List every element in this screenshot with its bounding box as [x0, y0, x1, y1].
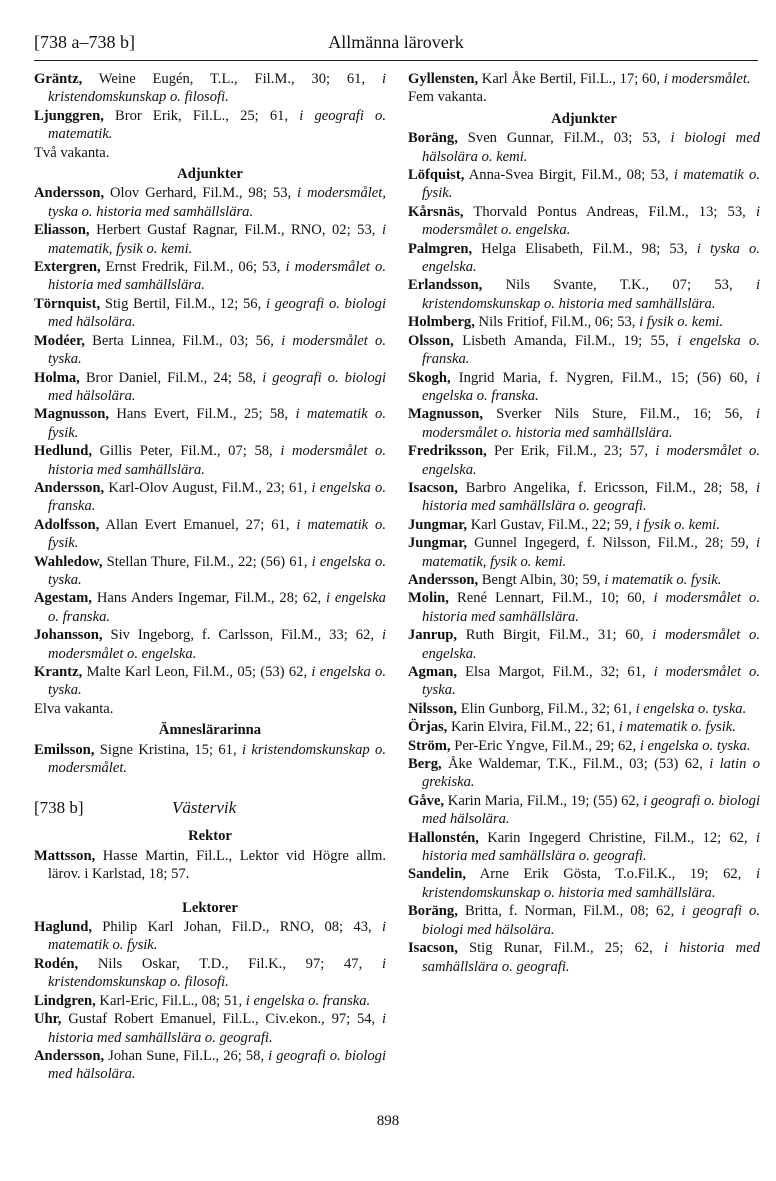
directory-entry	[34, 553, 386, 590]
entry-name: Andersson,	[408, 571, 479, 588]
entry-details: Stig Runar, Fil.M., 25; 62,	[457, 940, 664, 957]
directory-entry	[34, 626, 386, 663]
section-heading-amneslararinna: Ämneslärarinna	[158, 722, 262, 739]
entry-details: Stellan Thure, Fil.M., 22; (56) 61,	[102, 553, 312, 570]
left-adjunkter-list	[34, 184, 386, 699]
entry-name: Ström,	[408, 737, 451, 754]
entry-subjects: i engelska o. franska.	[422, 332, 760, 368]
entry-name: Agman,	[408, 664, 458, 680]
directory-entry	[408, 276, 760, 313]
entry-details: Britta, f. Norman, Fil.M., 08; 62,	[457, 903, 682, 920]
entry-subjects: i latin o grekiska.	[422, 756, 760, 791]
entry-subjects: i modersmålet o. engelska.	[422, 203, 760, 239]
entry-subjects: i tyska o. engelska.	[422, 240, 760, 276]
directory-entry	[408, 571, 760, 589]
directory-entry	[408, 240, 760, 277]
entry-details: Karin Maria, Fil.M., 19; (55) 62,	[444, 792, 644, 809]
directory-entry	[408, 939, 760, 976]
entry-name: Nilsson,	[408, 700, 458, 717]
directory-entry	[34, 107, 386, 144]
directory-entry	[34, 992, 386, 1010]
entry-name: Modéer,	[34, 332, 85, 349]
entry-subjects: i engelska o. tyska.	[635, 700, 747, 717]
section-code: [738 b]	[34, 798, 84, 818]
directory-entry	[34, 258, 386, 295]
entry-subjects: i modersmålet o. tyska.	[422, 664, 760, 699]
directory-entry	[34, 741, 386, 778]
entry-details: Karl-Olov August, Fil.M., 23; 61,	[104, 479, 312, 496]
directory-entry	[408, 589, 760, 626]
directory-entry	[408, 737, 760, 755]
directory-entry	[408, 442, 760, 479]
entry-details: Philip Karl Johan, Fil.D., RNO, 08; 43,	[92, 919, 382, 936]
directory-entry	[408, 902, 760, 939]
entry-subjects: i kristendomskunskap o. modersmålet.	[48, 741, 386, 777]
entry-subjects: i modersmålet o. historia med samhällslära.	[48, 443, 386, 478]
entry-details: Åke Waldemar, T.K., Fil.M., 03; (53) 62,	[441, 756, 710, 773]
entry-name: Gyllensten,	[408, 71, 479, 87]
entry-name: Olsson,	[408, 332, 454, 349]
entry-subjects: i historia med samhällslära o. geografi.	[422, 940, 760, 975]
directory-entry	[34, 1010, 386, 1047]
entry-name: Boräng,	[408, 903, 458, 920]
entry-details: Thorvald Pontus Andreas, Fil.M., 13; 53,	[463, 203, 756, 220]
entry-name: Lindgren,	[34, 992, 96, 1009]
directory-entry	[408, 203, 760, 240]
entry-subjects: i modersmålet o. engelska.	[48, 627, 386, 662]
entry-name: Palmgren,	[408, 240, 473, 257]
directory-entry	[34, 1047, 386, 1084]
entry-details: Olov Gerhard, Fil.M., 98; 53,	[104, 185, 298, 202]
entry-details: Nils Oskar, T.D., Fil.K., 97; 47,	[78, 955, 382, 972]
section-place: Västervik	[172, 798, 237, 818]
directory-entry	[408, 405, 760, 442]
entry-details: Helga Elisabeth, Fil.M., 98; 53,	[472, 240, 697, 257]
entry-subjects: i modersmålet o. historia med samhällslära.	[422, 406, 760, 441]
entry-subjects: i kristendomskunskap o. historia med samhällslära.	[422, 277, 760, 312]
page-title: Allmänna läroverk	[328, 32, 464, 52]
directory-entry	[408, 792, 760, 829]
entry-subjects: i biologi med hälsolära o. kemi.	[422, 130, 760, 165]
entry-name: Gräntz,	[34, 71, 83, 87]
page-number: 898	[376, 1113, 400, 1129]
entry-name: Örjas,	[408, 719, 448, 736]
directory-entry	[408, 718, 760, 736]
directory-entry	[34, 369, 386, 406]
entry-name: Rodén,	[34, 955, 79, 972]
directory-entry	[408, 479, 760, 516]
entry-details: Arne Erik Gösta, T.o.Fil.K., 19; 62,	[466, 866, 756, 883]
entry-details: Per-Eric Yngve, Fil.M., 29; 62,	[450, 737, 640, 754]
entry-subjects: i engelska o. tyska.	[48, 553, 386, 588]
entry-details: Karl Åke Bertil, Fil.L., 17; 60,	[478, 71, 664, 87]
entry-details: Ernst Fredrik, Fil.M., 06; 53,	[100, 259, 286, 276]
entry-name: Jungmar,	[408, 516, 468, 533]
vacancy-note: Elva vakanta.	[34, 700, 114, 717]
entry-details: Allan Evert Emanuel, 27; 61,	[99, 516, 297, 533]
entry-details: Bror Daniel, Fil.M., 24; 58,	[79, 369, 263, 386]
entry-name: Molin,	[408, 590, 449, 607]
entry-subjects: i modersmålet.	[663, 71, 751, 87]
directory-entry	[34, 589, 386, 626]
entry-name: Gåve,	[408, 792, 445, 809]
directory-entry	[34, 442, 386, 479]
directory-entry	[408, 332, 760, 369]
right-top-entries	[408, 70, 760, 88]
entry-details: Sven Gunnar, Fil.M., 03; 53,	[457, 130, 671, 147]
entry-name: Mattsson,	[34, 847, 96, 864]
entry-subjects: i matematik o. fysik.	[48, 516, 386, 552]
directory-entry	[408, 516, 760, 534]
entry-details: Sverker Nils Sture, Fil.M., 16; 56,	[483, 406, 756, 423]
directory-entry	[408, 369, 760, 406]
entry-name: Magnusson,	[408, 406, 484, 423]
entry-subjects: i engelska o. tyska.	[48, 664, 386, 699]
entry-name: Andersson,	[34, 185, 105, 202]
entry-name: Isacson,	[408, 940, 458, 957]
entry-subjects: i matematik o. fysik.	[48, 919, 386, 954]
entry-subjects: i modersmålet o. historia med samhällslära.	[48, 259, 386, 294]
entry-details: Hans Anders Ingemar, Fil.M., 28; 62,	[91, 590, 327, 607]
directory-entry	[408, 663, 760, 700]
entry-name: Johansson,	[34, 627, 103, 644]
entry-name: Uhr,	[34, 1011, 62, 1028]
entry-details: Karl Gustav, Fil.M., 22; 59,	[467, 516, 636, 533]
entry-name: Fredriksson,	[408, 443, 487, 460]
entry-details: Signe Kristina, 15; 61,	[94, 741, 242, 758]
entry-name: Boräng,	[408, 130, 458, 147]
entry-details: Siv Ingeborg, f. Carlsson, Fil.M., 33; 62,	[102, 627, 382, 644]
entry-details: Ruth Birgit, Fil.M., 31; 60,	[457, 627, 653, 644]
entry-name: Erlandsson,	[408, 277, 483, 294]
entry-subjects: i kristendomskunskap o. filosofi.	[48, 71, 386, 106]
lektorer-list	[34, 918, 386, 1084]
entry-name: Sandelin,	[408, 866, 466, 883]
left-top-entries	[34, 70, 386, 144]
entry-details: Gunnel Ingegerd, f. Nilsson, Fil.M., 28; 59,	[467, 535, 756, 552]
left-amnes-list	[34, 741, 386, 778]
entry-details: Karin Ingegerd Christine, Fil.M., 12; 62,	[478, 829, 756, 846]
entry-subjects: i historia med samhällslära o. geografi.	[422, 829, 760, 865]
directory-entry	[34, 479, 386, 516]
right-column	[408, 70, 760, 976]
entry-subjects: i fysik o. kemi.	[635, 516, 720, 533]
entry-details: Bengt Albin, 30; 59,	[478, 571, 605, 588]
entry-name: Eliasson,	[34, 222, 90, 239]
entry-details: Ingrid Maria, f. Nygren, Fil.M., 15; (56) 60,	[450, 369, 756, 386]
entry-details: Karin Elvira, Fil.M., 22; 61,	[447, 719, 619, 736]
entry-details: Barbro Angelika, f. Ericsson, Fil.M., 28; 58,	[457, 479, 756, 496]
entry-subjects: i geografi o. matematik.	[48, 107, 386, 143]
entry-details: Gustaf Robert Emanuel, Fil.L., Civ.ekon., 97; 54,	[61, 1011, 382, 1028]
entry-subjects: i geografi o. biologi med hälsolära.	[422, 903, 760, 938]
vacancy-note: Fem vakanta.	[408, 89, 487, 106]
directory-entry	[408, 534, 760, 571]
entry-name: Andersson,	[34, 1047, 105, 1064]
school-section-head	[34, 799, 386, 823]
spacer	[34, 884, 386, 896]
entry-name: Wahledow,	[34, 553, 103, 570]
entry-subjects: i engelska o. franska.	[48, 479, 386, 515]
entry-subjects: i modersmålet o. tyska.	[48, 332, 386, 368]
entry-subjects: i engelska o. tyska.	[639, 737, 751, 754]
entry-details: Berta Linnea, Fil.M., 03; 56,	[84, 332, 282, 349]
entry-name: Holma,	[34, 369, 80, 386]
section-heading-lektorer: Lektorer	[182, 899, 238, 916]
entry-subjects: i engelska o. franska.	[422, 369, 760, 404]
entry-subjects: i kristendomskunskap o. historia med samhällslära.	[422, 866, 760, 901]
directory-entry	[408, 755, 760, 792]
entry-name: Hallonstén,	[408, 829, 479, 846]
entry-details: Per Erik, Fil.M., 23; 57,	[486, 443, 656, 460]
entry-subjects: i matematik o. fysik.	[604, 571, 722, 588]
entry-details: Nils Svante, T.K., 07; 53,	[482, 277, 756, 294]
directory-entry	[408, 700, 760, 718]
entry-subjects: i modersmålet o. historia med samhällslära.	[422, 590, 760, 625]
directory-entry	[408, 313, 760, 331]
entry-details: Lisbeth Amanda, Fil.M., 19; 55,	[453, 332, 678, 349]
entry-subjects: i geografi o. biologi med hälsolära.	[48, 1047, 387, 1083]
entry-subjects: i modersmålet o. engelska.	[422, 443, 760, 478]
entry-details: Hasse Martin, Fil.L., Lektor vid Högre allm. lärov. i Karlstad, 18; 57.	[48, 847, 386, 883]
directory-entry	[408, 626, 760, 663]
section-heading-rektor: Rektor	[188, 828, 232, 845]
entry-name: Agestam,	[34, 590, 92, 607]
directory-entry	[408, 829, 760, 866]
entry-details: Bror Erik, Fil.L., 25; 61,	[103, 107, 300, 124]
directory-entry	[408, 166, 760, 203]
entry-name: Haglund,	[34, 919, 92, 936]
entry-subjects: i matematik, fysik o. kemi.	[422, 535, 760, 570]
entry-name: Krantz,	[34, 664, 83, 680]
entry-subjects: i matematik o. fysik.	[48, 406, 386, 441]
entry-name: Jungmar,	[408, 535, 468, 552]
entry-name: Berg,	[408, 756, 442, 773]
entry-name: Emilsson,	[34, 741, 95, 758]
entry-name: Löfquist,	[408, 167, 465, 184]
entry-subjects: i modersmålet o. engelska.	[422, 627, 760, 662]
entry-name: Adolfsson,	[34, 516, 100, 533]
entry-name: Janrup,	[408, 627, 458, 644]
entry-details: René Lennart, Fil.M., 10; 60,	[448, 590, 654, 607]
entry-details: Karl-Eric, Fil.L., 08; 51,	[95, 992, 246, 1009]
entry-subjects: i matematik o. fysik.	[422, 167, 760, 202]
directory-entry	[408, 129, 760, 166]
rektor-list	[34, 847, 386, 884]
entry-details: Anna-Svea Birgit, Fil.M., 08; 53,	[464, 167, 674, 184]
entry-details: Herbert Gustaf Ragnar, Fil.M., RNO, 02; 53,	[89, 222, 382, 239]
directory-entry	[34, 955, 386, 992]
entry-subjects: i fysik o. kemi.	[639, 314, 723, 331]
entry-subjects: i historia med samhällslära o. geografi.	[48, 1011, 386, 1046]
entry-details: Hans Evert, Fil.M., 25; 58,	[109, 406, 296, 423]
entry-subjects: i engelska o. franska.	[48, 590, 386, 625]
directory-entry	[34, 221, 386, 258]
entry-subjects: i engelska o. franska.	[245, 992, 371, 1009]
directory-entry	[408, 865, 760, 902]
entry-name: Holmberg,	[408, 314, 475, 331]
directory-entry	[34, 405, 386, 442]
page-reference: [738 a–738 b]	[34, 32, 135, 52]
entry-subjects: i matematik o. fysik.	[618, 719, 736, 736]
directory-entry	[408, 70, 760, 88]
directory-entry	[34, 847, 386, 884]
entry-details: Johan Sune, Fil.L., 26; 58,	[104, 1047, 269, 1064]
entry-subjects: i matematik, fysik o. kemi.	[48, 222, 386, 257]
entry-name: Ljunggren,	[34, 107, 104, 124]
entry-details: Gillis Peter, Fil.M., 07; 58,	[92, 443, 281, 460]
directory-entry	[34, 332, 386, 369]
entry-subjects: i geografi o. biologi med hälsolära.	[48, 369, 387, 404]
entry-name: Hedlund,	[34, 443, 92, 460]
entry-name: Skogh,	[408, 369, 451, 386]
entry-name: Isacson,	[408, 479, 458, 496]
entry-subjects: i geografi o. biologi med hälsolära.	[48, 295, 387, 331]
directory-entry	[34, 184, 386, 221]
section-heading-adjunkter: Adjunkter	[177, 166, 243, 183]
directory-entry	[34, 295, 386, 332]
directory-entry	[34, 918, 386, 955]
entry-name: Magnusson,	[34, 406, 110, 423]
entry-subjects: i modersmålet, tyska o. historia med samhällslära.	[48, 185, 386, 220]
page-header	[34, 30, 758, 61]
directory-entry	[34, 70, 386, 107]
entry-subjects: i historia med samhällslära o. geografi.	[422, 479, 760, 515]
left-column	[34, 70, 386, 1084]
entry-details: Nils Fritiof, Fil.M., 06; 53,	[474, 314, 640, 331]
entry-subjects: i geografi o. biologi med hälsolära.	[422, 792, 760, 828]
directory-entry	[34, 516, 386, 553]
entry-subjects: i kristendomskunskap o. filosofi.	[48, 955, 386, 991]
directory-entry	[34, 663, 386, 700]
entry-name: Andersson,	[34, 479, 105, 496]
vacancy-note: Två vakanta.	[34, 144, 110, 161]
right-adjunkter-list	[408, 129, 760, 976]
entry-name: Törnquist,	[34, 295, 101, 312]
entry-name: Extergren,	[34, 259, 101, 276]
entry-details: Weine Eugén, T.L., Fil.M., 30; 61,	[82, 71, 382, 87]
entry-details: Elsa Margot, Fil.M., 32; 61,	[457, 664, 654, 680]
entry-details: Malte Karl Leon, Fil.M., 05; (53) 62,	[82, 664, 312, 680]
entry-name: Kårsnäs,	[408, 203, 464, 220]
section-heading-adjunkter: Adjunkter	[551, 110, 617, 127]
entry-details: Elin Gunborg, Fil.M., 32; 61,	[457, 700, 636, 717]
entry-details: Stig Bertil, Fil.M., 12; 56,	[100, 295, 266, 312]
